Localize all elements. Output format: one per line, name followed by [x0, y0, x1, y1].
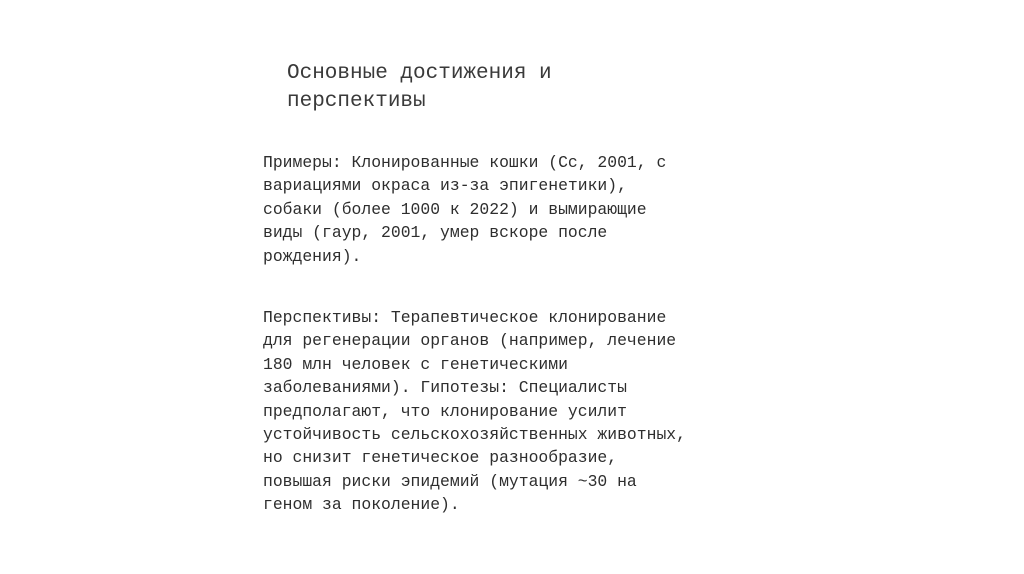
paragraph-line: виды (гаур, 2001, умер вскоре после: [263, 223, 608, 243]
paragraph-line: вариациями окраса из-за эпигенетики),: [263, 176, 627, 196]
paragraph-line: предполагают, что клонирование усилит: [263, 401, 627, 421]
paragraph-line: геном за поколение).: [263, 495, 460, 515]
paragraph-line: Примеры: Клонированные кошки (Cc, 2001, с: [263, 153, 667, 172]
paragraph-line: но снизит генетическое разнообразие,: [263, 448, 618, 468]
perspectives-paragraph: [263, 306, 783, 517]
paragraph-line: устойчивость сельскохозяйственных животных,: [263, 425, 686, 445]
paragraph-line: 180 млн человек с генетическими: [263, 354, 568, 374]
slide-title: [287, 60, 707, 116]
paragraph-line: рождения).: [263, 246, 362, 266]
paragraph-line: Перспективы: Терапевтическое клонирование: [263, 308, 667, 327]
slide-title-line: перспективы: [287, 90, 426, 113]
examples-paragraph: [263, 151, 783, 268]
paragraph-line: повышая риски эпидемий (мутация ~30 на: [263, 471, 637, 491]
paragraph-line: собаки (более 1000 к 2022) и вымирающие: [263, 199, 647, 219]
paragraph-line: для регенерации органов (например, лечение: [263, 331, 677, 351]
paragraph-line: заболеваниями). Гипотезы: Специалисты: [263, 378, 627, 398]
slide-title-line: Основные достижения и: [287, 62, 552, 85]
